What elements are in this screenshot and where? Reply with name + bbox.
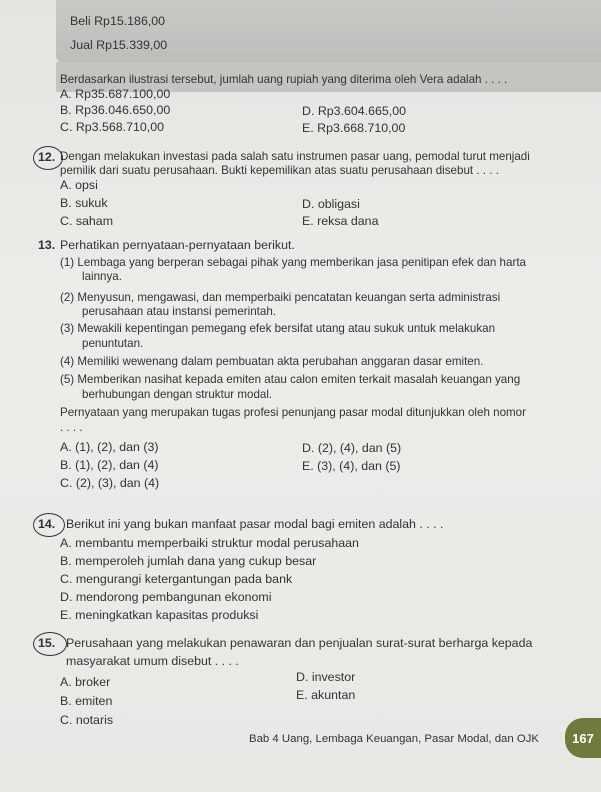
q11-stem: Berdasarkan ilustrasi tersebut, jumlah uang rupiah yang diterima oleh Vera adalah . . . . bbox=[60, 73, 508, 86]
q11-option-c[interactable]: C. Rp3.568.710,00 bbox=[60, 120, 165, 134]
q12-stem-line1: Dengan melakukan investasi pada salah satu instrumen pasar uang, pemodal turut menjadi bbox=[60, 150, 530, 163]
exchange-rate-box bbox=[56, 0, 601, 62]
q11-option-a[interactable]: A. Rp35.687.100,00 bbox=[60, 87, 171, 101]
q13-number: 13. bbox=[38, 238, 56, 252]
q13-statement-5: (5) Memberikan nasihat kepada emiten atau calon emiten terkait masalah keuangan yang bbox=[60, 373, 521, 386]
q15-number: 15. bbox=[38, 636, 56, 650]
q12-option-a[interactable]: A. opsi bbox=[60, 178, 98, 192]
q13-question: Pernyataan yang merupakan tugas profesi penunjang pasar modal ditunjukkan oleh nomor bbox=[60, 406, 526, 419]
sell-rate: Jual Rp15.339,00 bbox=[70, 38, 168, 52]
q12-option-e[interactable]: E. reksa dana bbox=[302, 214, 379, 228]
q15-option-a[interactable]: A. broker bbox=[60, 675, 111, 689]
page-number: 167 bbox=[565, 718, 601, 758]
q13-option-d[interactable]: D. (2), (4), dan (5) bbox=[302, 441, 402, 455]
q14-option-d[interactable]: D. mendorong pembangunan ekonomi bbox=[60, 590, 272, 604]
q13-statement-3-cont: penuntutan. bbox=[82, 337, 144, 350]
q11-option-b[interactable]: B. Rp36.046.650,00 bbox=[60, 103, 171, 117]
q13-statement-4: (4) Memiliki wewenang dalam pembuatan akta perubahan anggaran dasar emiten. bbox=[60, 355, 484, 368]
q11-option-e[interactable]: E. Rp3.668.710,00 bbox=[302, 121, 406, 135]
q13-statement-3: (3) Mewakili kepentingan pemegang efek bersifat utang atau sukuk untuk melakukan bbox=[60, 322, 496, 335]
q12-option-b[interactable]: B. sukuk bbox=[60, 196, 108, 210]
q12-number: 12. bbox=[38, 150, 56, 164]
q15-stem-line1: Perusahaan yang melakukan penawaran dan penjualan surat-surat berharga kepada bbox=[66, 636, 533, 650]
q13-stem: Perhatikan pernyataan-pernyataan berikut. bbox=[60, 238, 295, 252]
chapter-footer: Bab 4 Uang, Lembaga Keuangan, Pasar Modal, dan OJK bbox=[249, 733, 540, 745]
q14-option-a[interactable]: A. membantu memperbaiki struktur modal perusahaan bbox=[60, 536, 359, 550]
q12-option-d[interactable]: D. obligasi bbox=[302, 197, 360, 211]
q13-statement-5-cont: berhubungan dengan struktur modal. bbox=[82, 388, 273, 401]
q12-stem-line2: pemilik dari suatu perusahaan. Bukti kepemilikan atas suatu perusahaan disebut . . . . bbox=[60, 164, 499, 177]
q15-stem-line2: masyarakat umum disebut . . . . bbox=[66, 654, 239, 668]
q14-option-c[interactable]: C. mengurangi ketergantungan pada bank bbox=[60, 572, 293, 586]
q14-stem: Berikut ini yang bukan manfaat pasar modal bagi emiten adalah . . . . bbox=[66, 517, 444, 531]
q13-statement-2: (2) Menyusun, mengawasi, dan memperbaiki pencatatan keuangan serta administrasi bbox=[60, 291, 501, 304]
q13-option-a[interactable]: A. (1), (2), dan (3) bbox=[60, 440, 159, 454]
q13-statement-1: (1) Lembaga yang berperan sebagai pihak yang memberikan jasa penitipan efek dan harta bbox=[60, 256, 526, 269]
q13-option-e[interactable]: E. (3), (4), dan (5) bbox=[302, 459, 401, 473]
q15-option-d[interactable]: D. investor bbox=[296, 670, 356, 684]
q13-statement-1-cont: lainnya. bbox=[82, 270, 122, 283]
q11-option-d[interactable]: D. Rp3.604.665,00 bbox=[302, 104, 407, 118]
q14-option-b[interactable]: B. memperoleh jumlah dana yang cukup besar bbox=[60, 554, 317, 568]
q15-option-c[interactable]: C. notaris bbox=[60, 713, 114, 727]
q13-option-c[interactable]: C. (2), (3), dan (4) bbox=[60, 476, 160, 490]
q15-option-e[interactable]: E. akuntan bbox=[296, 688, 356, 702]
q12-option-c[interactable]: C. saham bbox=[60, 214, 114, 228]
buy-rate: Beli Rp15.186,00 bbox=[70, 14, 166, 28]
q13-statement-2-cont: perusahaan atau instansi pemerintah. bbox=[82, 305, 277, 318]
q15-option-b[interactable]: B. emiten bbox=[60, 694, 113, 708]
q14-option-e[interactable]: E. meningkatkan kapasitas produksi bbox=[60, 608, 259, 622]
q14-number: 14. bbox=[38, 517, 56, 531]
q13-option-b[interactable]: B. (1), (2), dan (4) bbox=[60, 458, 159, 472]
q13-question-dots: . . . . bbox=[60, 421, 83, 434]
